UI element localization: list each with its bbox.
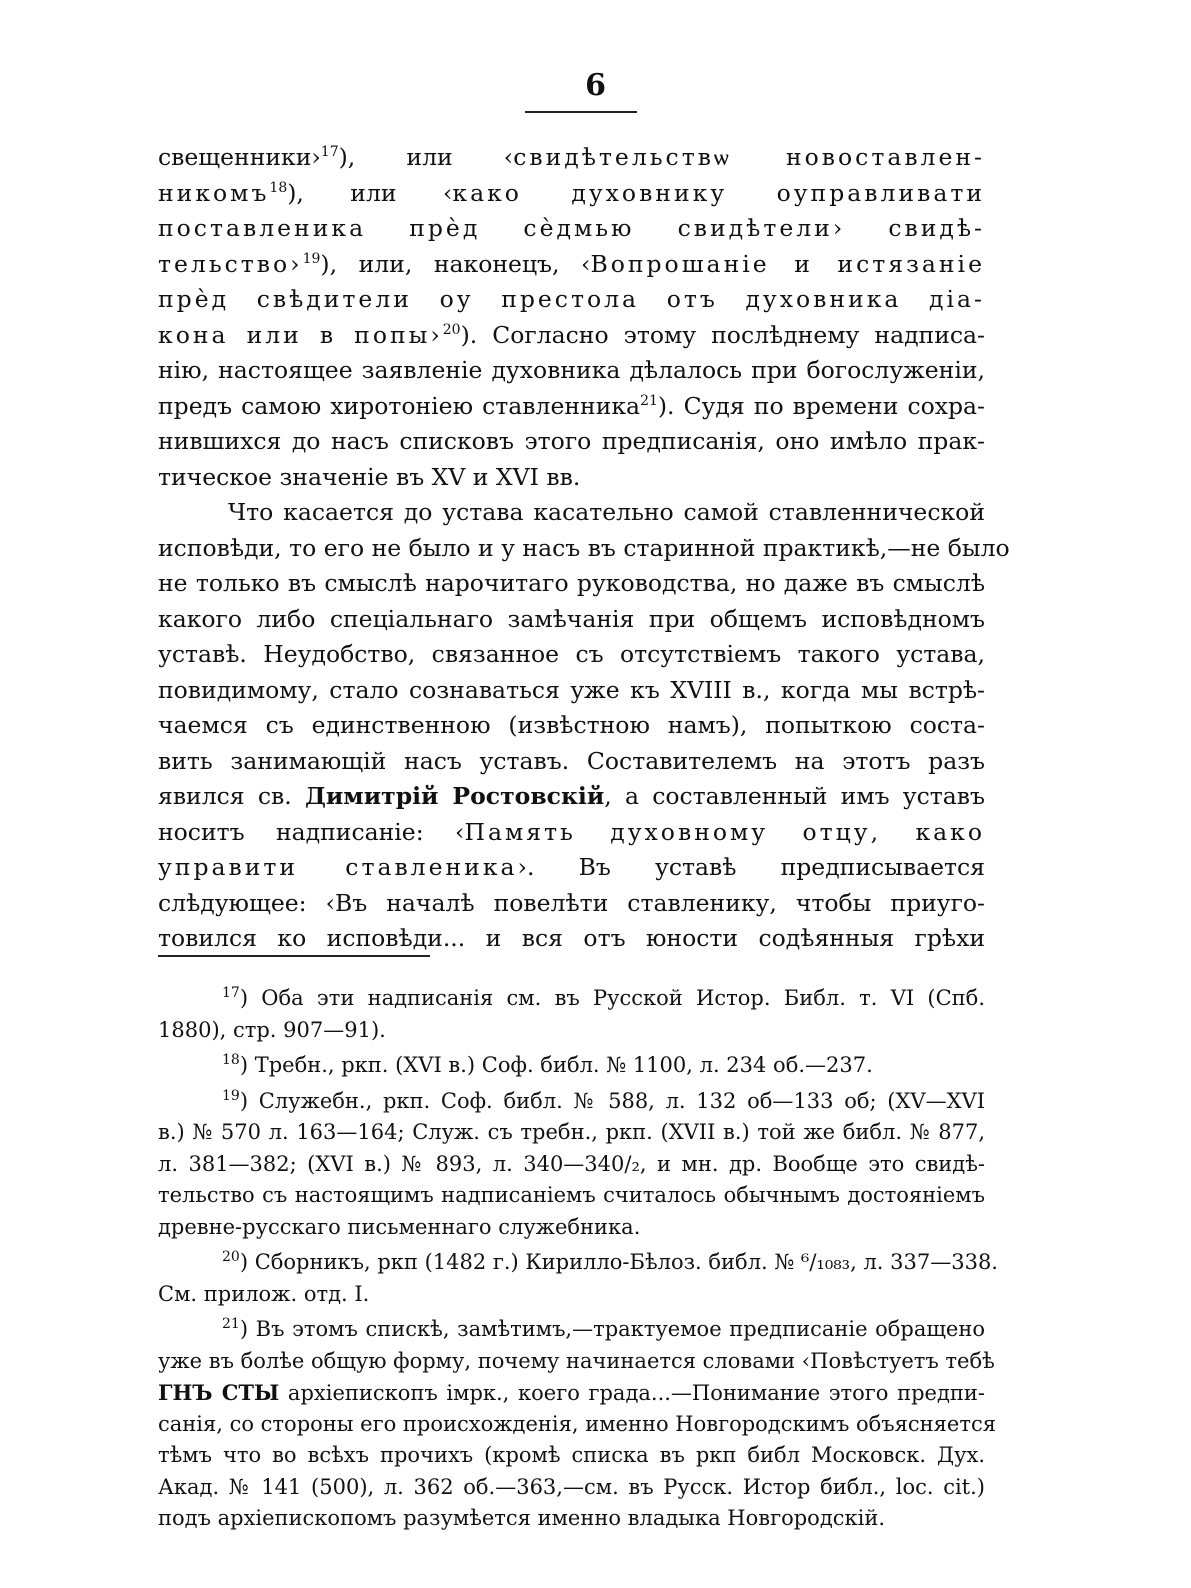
footnote-line: $^{21}$) Въ этомъ спискѣ, замѣтимъ,—трактуемое предписаніе обращено	[222, 1316, 985, 1341]
text-line: вить занимающій насъ уставъ. Составителемъ на этотъ разъ	[158, 746, 985, 775]
text-line: не только въ смыслѣ нарочитаго руководства, но даже въ смыслѣ	[158, 569, 985, 597]
footnote-line: ГНЪ СТЫ архіепископъ імрк., коего града...—Понимание этого предпи-	[158, 1380, 985, 1405]
footnote-line: древне-русскаго письменнаго служебника.	[158, 1214, 641, 1239]
text-line: явился св. Димитрій Ростовскій, а составленный имъ уставъ	[158, 782, 985, 810]
text-line: нію, настоящее заявленіе духовника дѣлалось при богослуженіи,	[158, 356, 985, 384]
text-line: поставленика прѐд сѐдмью свидѣтели› свидѣ-	[158, 214, 985, 242]
footnotes	[158, 983, 998, 1535]
text-line: повидимому, стало сознаваться уже къ XVIII в., когда мы встрѣ-	[158, 675, 985, 704]
main-text	[158, 140, 1010, 957]
text-line: уставѣ. Неудобство, связанное съ отсутствіемъ такого устава,	[158, 640, 985, 668]
text-line: какого либо спеціальнаго замѣчанія при общемъ исповѣдномъ	[158, 604, 985, 633]
footnote-line: тельство съ настоящимъ надписаніемъ считалось обычнымъ достояніемъ	[158, 1183, 985, 1207]
footnote-line: л. 381—382; (XVI в.) № 893, л. 340—340/₂, и мн. др. Вообще это свидѣ-	[158, 1151, 985, 1176]
text-line: Что касается до устава касательно самой ставленнической	[228, 498, 985, 526]
footnote-line: в.) № 570 л. 163—164; Служ. съ требн., ркп. (XVII в.) той же библ. № 877,	[158, 1120, 985, 1144]
page-number: 6	[585, 68, 606, 103]
text-line: тическое значеніе въ XV и XVI вв.	[158, 462, 581, 491]
text-line: слѣдующее: ‹Въ началѣ повелѣти ставленику, чтобы приуго-	[158, 888, 985, 917]
text-line: свещенники›$^{17}$), или ‹свидѣтельствѡ новоставлен-	[158, 143, 985, 171]
text-line: предъ самою хиротоніею ставленника$^{21}$). Судя по времени сохра-	[158, 391, 986, 420]
text-line: нившихся до насъ списковъ этого предписанія, оно имѣло прак-	[158, 427, 985, 455]
footnote-line: $^{19}$) Служебн., ркп. Соф. библ. № 588, л. 132 об—133 об; (XV—XVI	[222, 1087, 985, 1113]
text-line: управити ставленика›. Въ уставѣ предписывается	[158, 853, 985, 881]
text-line: кона или в попы›$^{20}$). Согласно этому послѣднему надписа-	[158, 320, 985, 349]
footnote-line: $^{18}$) Требн., ркп. (XVI в.) Соф. библ. № 1100, л. 234 об.—237.	[222, 1052, 873, 1077]
text-line: чаемся съ единственною (извѣстною намъ), попыткою соста-	[158, 711, 985, 739]
text-line: исповѣди, то его не было и у насъ въ старинной практикѣ,—не было	[158, 533, 1010, 562]
footnote-line: $^{20}$) Сборникъ, ркп (1482 г.) Кирилло-Бѣлоз. библ. № ⁶/₁₀₈₃, л. 337—338.	[222, 1249, 998, 1274]
footnote-line: См. прилож. отд. I.	[158, 1281, 370, 1306]
footnote-line: подъ архіепископомъ разумѣется именно владыка Новгородскій.	[158, 1506, 886, 1530]
footnote-line: уже въ болѣе общую форму, почему начинается словами ‹Повѣстуетъ тебѣ	[158, 1348, 995, 1373]
footnote-line: $^{17}$) Оба эти надписанія см. въ Русской Истор. Библ. т. VI (Спб.	[222, 985, 985, 1010]
footnote-line: тѣмъ что во всѣхъ прочихъ (кромѣ списка въ ркп библ Московск. Дух.	[158, 1443, 985, 1467]
header-rule	[525, 111, 637, 113]
text-line: носитъ надписаніе: ‹Память духовному отцу, како	[158, 817, 986, 846]
text-line: товился ко исповѣди... и вся отъ юности содѣянныя грѣхи	[158, 924, 985, 952]
footnote-line: Акад. № 141 (500), л. 362 об.—363,—см. въ Русск. Истор библ., loc. cit.)	[158, 1474, 985, 1499]
text-line: никомъ$^{18}$), или ‹како духовнику оуправливати	[158, 178, 985, 207]
footnote-line: санія, со стороны его происхожденія, именно Новгородскимъ объясняется	[158, 1411, 996, 1436]
text-line: тельство›$^{19}$), или, наконецъ, ‹Вопрошаніе и истязаніе	[158, 249, 985, 278]
footnote-line: 1880), стр. 907—91).	[158, 1017, 386, 1042]
footnote-rule	[158, 955, 430, 957]
text-line: прѐд свѣдители оу престола отъ духовника діа-	[158, 285, 985, 313]
